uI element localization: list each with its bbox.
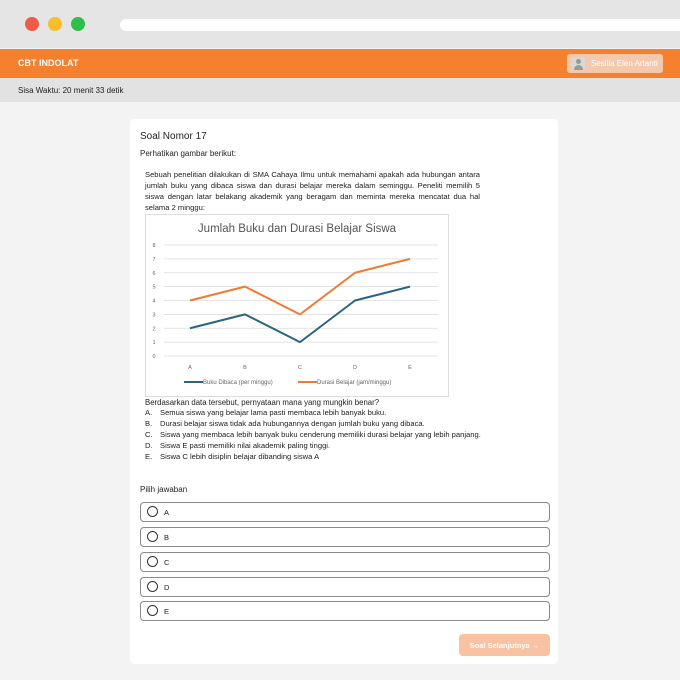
statement-text: Semua siswa yang belajar lama pasti membaca lebih banyak buku.	[160, 408, 387, 417]
statement-text: Siswa E pasti memiliki nilai akademik paling tinggi.	[160, 441, 331, 450]
x-tick-label: A	[188, 365, 192, 371]
next-question-label: Soal Selanjutnya →	[469, 641, 540, 650]
radio-icon[interactable]	[147, 506, 158, 517]
answer-option-label: A	[164, 508, 170, 517]
statement-item	[145, 429, 485, 440]
radio-icon[interactable]	[147, 531, 158, 542]
answer-option-a[interactable]	[140, 502, 550, 522]
x-tick-label: C	[298, 365, 302, 371]
x-tick-label: B	[243, 365, 247, 371]
top-navbar	[0, 49, 680, 78]
answer-option-d[interactable]	[140, 577, 550, 597]
question-paragraph: Sebuah penelitian dilakukan di SMA Cahaya Ilmu untuk memahami apakah ada hubungan antara jumlah buku yang dibaca siswa dan durasi belajar mereka dalam seminggu. Peneliti memilih 5 siswa dengan latar belakang akademik yang beragam dan meminta mereka mencatat dua hal selama 2 minggu:	[145, 170, 480, 212]
y-tick-label: 4	[152, 298, 156, 305]
statement-text: Siswa yang membaca lebih banyak buku cenderung memiliki durasi belajar yang lebih panjang.	[160, 430, 481, 439]
timer-bar	[0, 78, 680, 102]
answer-label: Pilih jawaban	[140, 485, 188, 494]
question-prompt: Berdasarkan data tersebut, pernyataan mana yang mungkin benar?	[145, 398, 380, 407]
answer-option-b[interactable]	[140, 527, 550, 547]
app-brand: CBT INDOLAT	[18, 58, 79, 68]
answer-option-label: B	[164, 533, 170, 542]
user-name: Sesilia Elen Artanti	[591, 59, 658, 68]
minimize-window-icon[interactable]	[48, 17, 62, 31]
statement-letter: A.	[145, 408, 153, 417]
statement-text: Durasi belajar siswa tidak ada hubungannya dengan jumlah buku yang dibaca.	[160, 419, 425, 428]
x-tick-label: E	[408, 365, 412, 371]
statement-item	[145, 418, 485, 429]
question-card	[130, 119, 558, 664]
radio-icon[interactable]	[147, 556, 158, 567]
answer-option-c[interactable]	[140, 552, 550, 572]
statement-item	[145, 440, 485, 451]
browser-chrome	[0, 0, 680, 48]
x-tick-label: D	[353, 365, 357, 371]
answer-option-e[interactable]	[140, 601, 550, 621]
statement-letter: C.	[145, 430, 153, 439]
y-tick-label: 0	[152, 354, 156, 360]
next-question-button[interactable]	[459, 634, 550, 656]
answer-option-label: C	[164, 558, 170, 567]
address-bar[interactable]	[120, 19, 680, 31]
question-intro: Perhatikan gambar berikut:	[140, 149, 237, 158]
statement-item	[145, 451, 485, 462]
statement-letter: B.	[145, 419, 153, 428]
user-avatar-icon	[572, 57, 585, 70]
radio-icon[interactable]	[147, 605, 158, 616]
y-tick-label: 7	[152, 256, 156, 263]
line-chart	[145, 214, 449, 397]
statement-letter: E.	[145, 452, 153, 461]
legend-label: Buku Dibaca (per minggu)	[203, 380, 273, 386]
y-tick-label: 8	[152, 243, 156, 249]
legend-label: Durasi Belajar (jam/minggu)	[317, 380, 392, 386]
question-title: Soal Nomor 17	[140, 131, 207, 142]
y-tick-label: 6	[152, 270, 156, 277]
radio-icon[interactable]	[147, 581, 158, 592]
chart-title: Jumlah Buku dan Durasi Belajar Siswa	[197, 223, 397, 235]
close-window-icon[interactable]	[25, 17, 39, 31]
statement-letter: D.	[145, 441, 153, 450]
y-tick-label: 1	[152, 340, 156, 347]
y-tick-label: 5	[152, 284, 156, 291]
statement-list	[145, 407, 485, 462]
remaining-time: Sisa Waktu: 20 menit 33 detik	[18, 86, 124, 95]
maximize-window-icon[interactable]	[71, 17, 85, 31]
answer-option-label: D	[164, 583, 170, 592]
user-menu-button[interactable]	[567, 54, 663, 73]
statement-text: Siswa C lebih disiplin belajar dibanding siswa A	[160, 452, 320, 461]
statement-item	[145, 407, 485, 418]
answer-option-label: E	[164, 607, 170, 616]
chart-svg	[146, 215, 448, 396]
y-tick-label: 3	[152, 312, 156, 319]
y-tick-label: 2	[152, 326, 156, 333]
